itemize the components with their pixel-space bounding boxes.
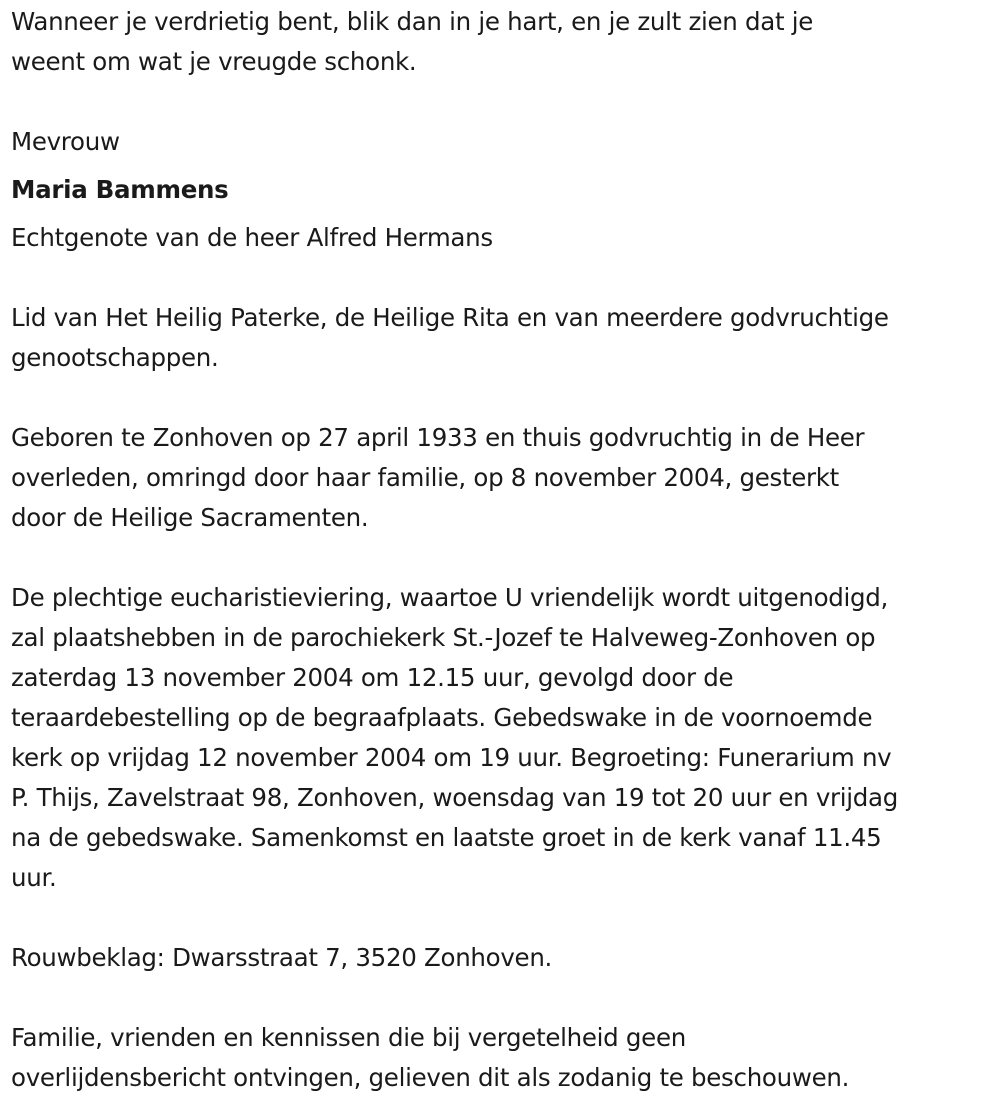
paragraph-line: overleden, omringd door haar familie, op 8 november 2004, gesterkt xyxy=(11,463,839,492)
paragraph-line: teraardebestelling op de begraafplaats. Gebedswake in de voornoemde xyxy=(11,703,873,732)
paragraph-line: uur. xyxy=(11,863,57,892)
quote-line: weent om wat je vreugde schonk. xyxy=(11,47,417,76)
paragraph-line: De plechtige eucharistieviering, waartoe U vriendelijk wordt uitgenodigd, xyxy=(11,583,889,612)
ceremony-paragraph xyxy=(11,578,989,898)
salutation: Mevrouw xyxy=(11,127,120,156)
paragraph-line: zal plaatshebben in de parochiekerk St.-Jozef te Halveweg-Zonhoven op xyxy=(11,623,876,652)
spacer xyxy=(11,538,989,578)
spacer xyxy=(11,378,989,418)
spacer xyxy=(11,898,989,938)
quote-line: Wanneer je verdrietig bent, blik dan in je hart, en je zult zien dat je xyxy=(11,7,814,36)
paragraph-line: P. Thijs, Zavelstraat 98, Zonhoven, woensdag van 19 tot 20 uur en vrijdag xyxy=(11,783,899,812)
paragraph-line: overlijdensbericht ontvingen, gelieven dit als zodanig te beschouwen. xyxy=(11,1063,850,1092)
spacer xyxy=(11,258,989,298)
spouse-line: Echtgenote van de heer Alfred Hermans xyxy=(11,223,493,252)
closing-paragraph xyxy=(11,1018,989,1098)
membership-paragraph xyxy=(11,298,989,378)
deceased-name: Maria Bammens xyxy=(11,175,229,204)
paragraph-line: zaterdag 13 november 2004 om 12.15 uur, gevolgd door de xyxy=(11,663,734,692)
paragraph-line: Lid van Het Heilig Paterke, de Heilige Rita en van meerdere godvruchtige xyxy=(11,303,889,332)
birth-death-paragraph xyxy=(11,418,989,538)
paragraph-line: genootschappen. xyxy=(11,343,219,372)
paragraph-line: na de gebedswake. Samenkomst en laatste groet in de kerk vanaf 11.45 xyxy=(11,823,882,852)
opening-quote xyxy=(11,2,989,82)
paragraph-line: Familie, vrienden en kennissen die bij vergetelheid geen xyxy=(11,1023,686,1052)
paragraph-line: door de Heilige Sacramenten. xyxy=(11,503,369,532)
spacer xyxy=(11,82,989,122)
paragraph-line: Geboren te Zonhoven op 27 april 1933 en thuis godvruchtig in de Heer xyxy=(11,423,865,452)
condolence-address: Rouwbeklag: Dwarsstraat 7, 3520 Zonhoven. xyxy=(11,943,553,972)
spacer xyxy=(11,978,989,1018)
paragraph-line: kerk op vrijdag 12 november 2004 om 19 uur. Begroeting: Funerarium nv xyxy=(11,743,892,772)
